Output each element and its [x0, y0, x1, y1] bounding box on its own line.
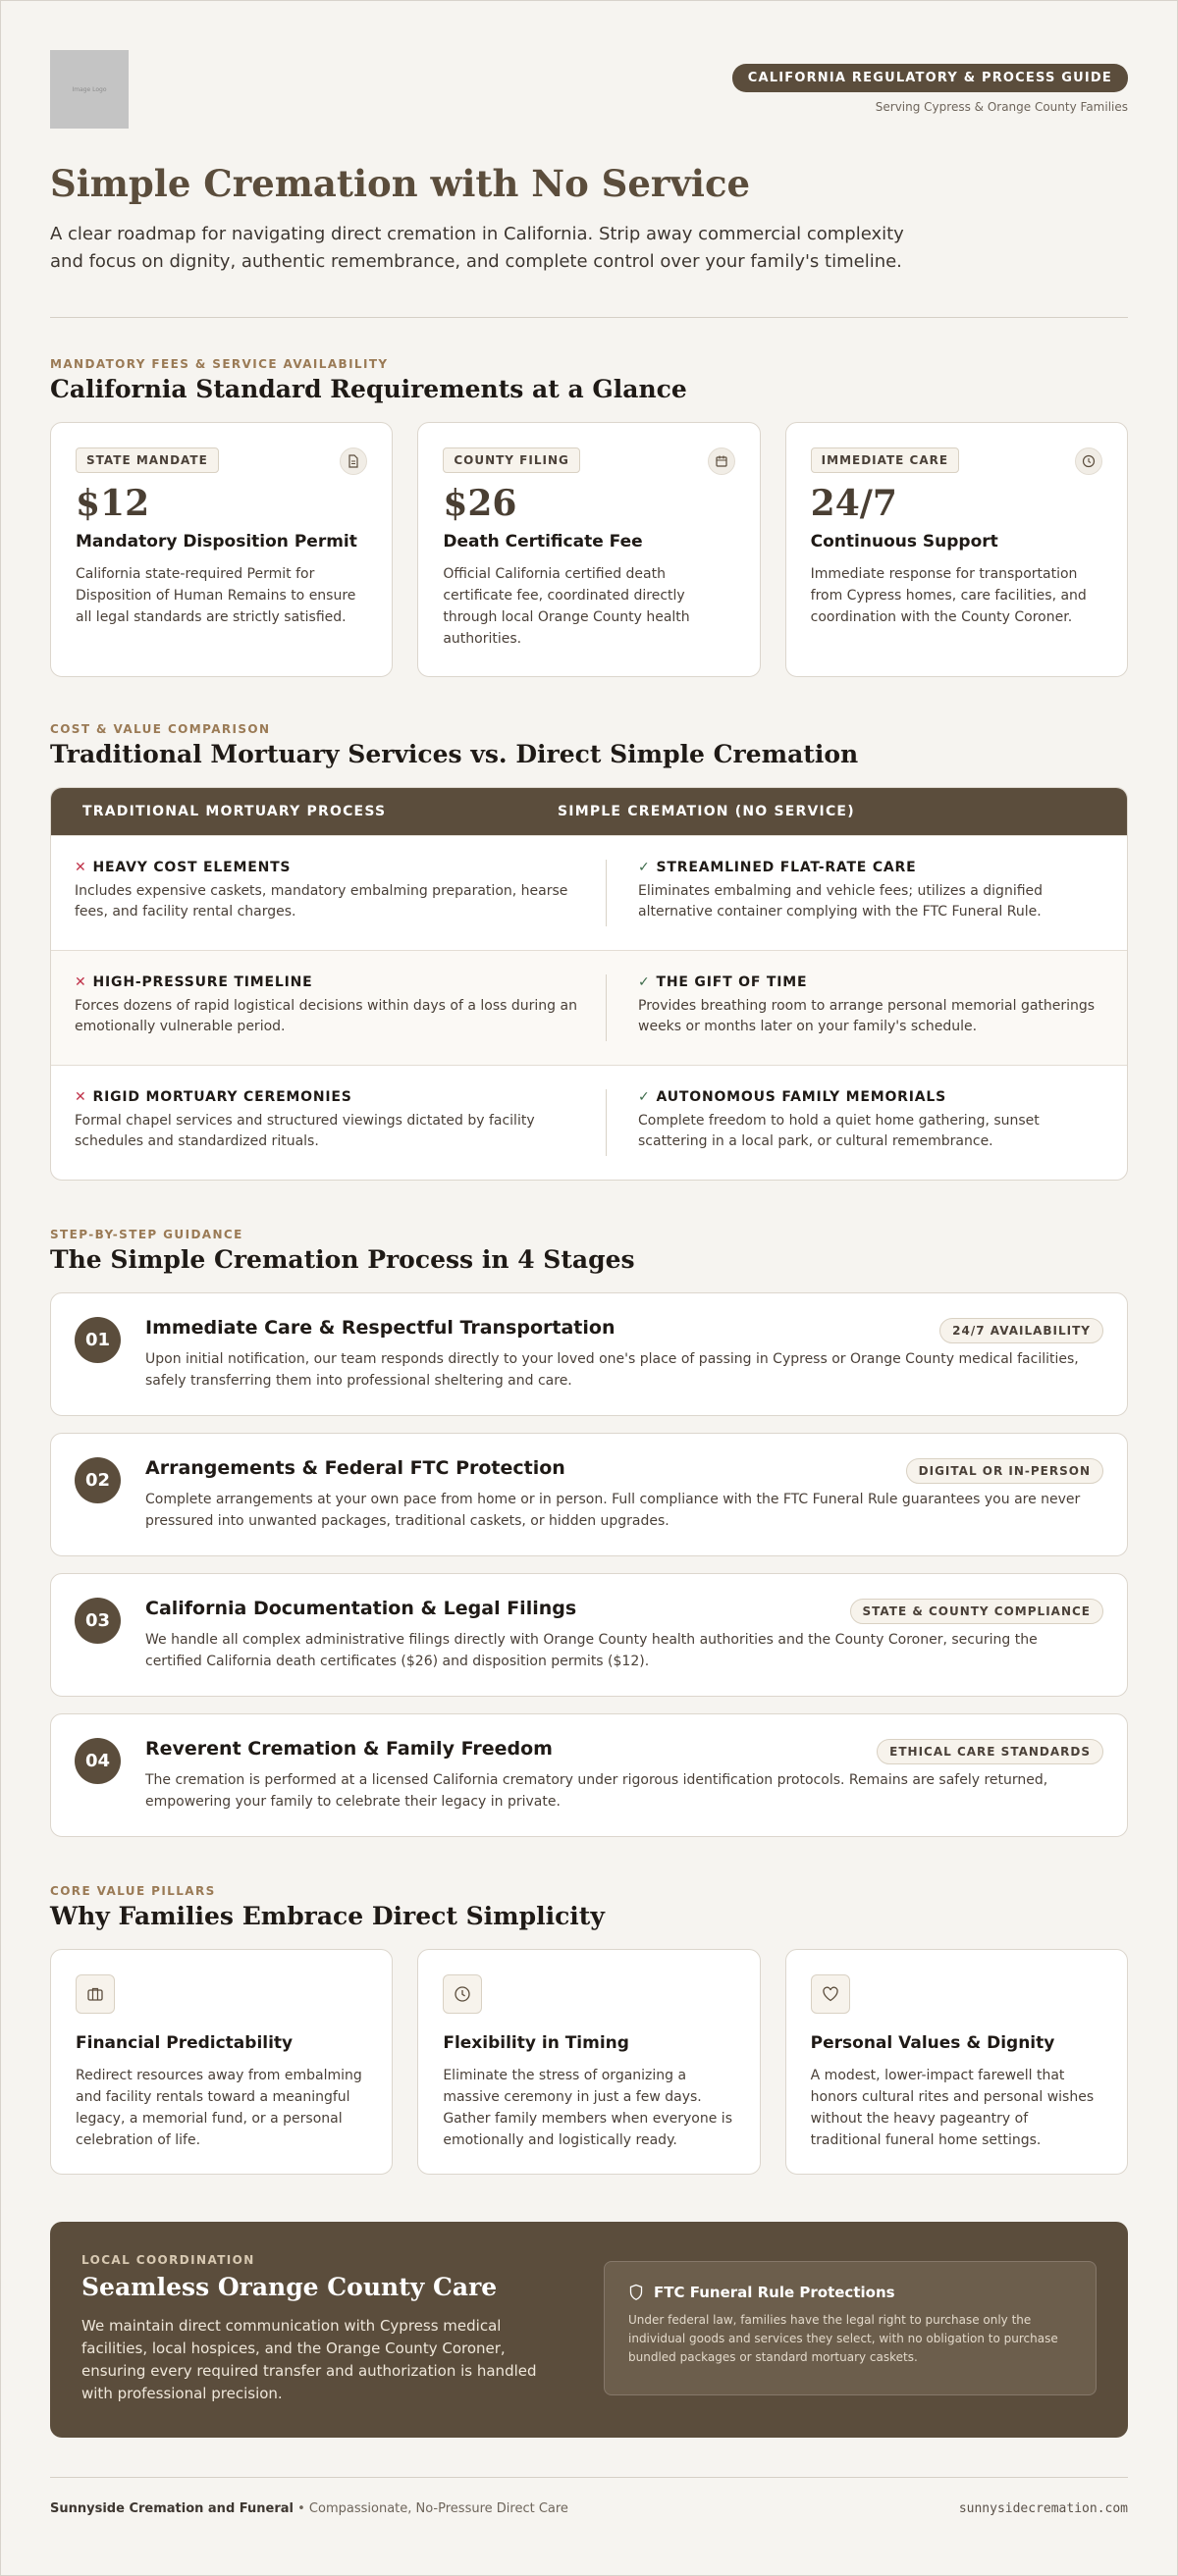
card-text: Immediate response for transportation from Cypress homes, care facilities, and coordination with the County Coroner.	[810, 565, 1087, 625]
section-eyebrow: CORE VALUE PILLARS	[50, 1884, 216, 1899]
card-value: 24/7	[810, 483, 897, 525]
step-card	[50, 1433, 1128, 1556]
traditional-cell	[51, 860, 607, 926]
requirement-card	[417, 422, 760, 677]
cell-title: THE GIFT OF TIME	[656, 974, 808, 991]
divider	[50, 317, 1128, 318]
cell-text: Forces dozens of rapid logistical decisions within days of a loss during an emotionally vulnerable period.	[75, 998, 577, 1035]
step-title: Reverent Cremation & Family Freedom	[145, 1738, 553, 1761]
card-tag: COUNTY FILING	[443, 447, 580, 473]
requirements-section	[50, 357, 1128, 677]
card-text: Official California certified death certificate fee, coordinated directly through local Orange County health authorities.	[443, 565, 690, 647]
step-card	[50, 1292, 1128, 1416]
check-icon: ✓	[638, 974, 651, 991]
cell-title: STREAMLINED FLAT-RATE CARE	[656, 860, 917, 876]
pillar-card	[417, 1949, 760, 2175]
table-header	[51, 788, 1127, 835]
card-tag: IMMEDIATE CARE	[811, 447, 959, 473]
simple-cell	[607, 1089, 1127, 1156]
clock-icon	[443, 1974, 482, 2014]
table-row	[51, 1065, 1127, 1180]
cell-title: RIGID MORTUARY CEREMONIES	[92, 1089, 352, 1106]
traditional-cell	[51, 1089, 607, 1156]
header	[50, 50, 1128, 129]
pillars-section	[50, 1884, 1128, 2175]
requirement-card	[50, 422, 393, 677]
section-heading: The Simple Cremation Process in 4 Stages	[50, 1245, 635, 1275]
cell-text: Eliminates embalming and vehicle fees; utilizes a dignified alternative container complying with the FTC Funeral Rule.	[638, 883, 1044, 920]
shield-icon	[628, 2284, 644, 2301]
traditional-cell	[51, 974, 607, 1041]
guide-badge: CALIFORNIA REGULATORY & PROCESS GUIDE	[732, 64, 1128, 92]
step-text: We handle all complex administrative filings directly with Orange County health authorities and the County Coroner, securing the certified California death certificates ($26) and disposition permits ($12).	[145, 1632, 1038, 1670]
check-icon: ✓	[638, 1089, 651, 1106]
section-eyebrow: MANDATORY FEES & SERVICE AVAILABILITY	[50, 357, 389, 372]
ftc-text: Under federal law, families have the legal right to purchase only the individual goods and services they select, with no obligation to purchase bundled packages or standard mortuary caskets.	[628, 2313, 1058, 2365]
local-text: We maintain direct communication with Cypress medical facilities, local hospices, and the Orange County Coroner, ensuring every required transfer and authorization is handled with professional precision.	[81, 2317, 537, 2403]
header-right	[732, 64, 1128, 114]
cell-title: HEAVY COST ELEMENTS	[92, 860, 292, 876]
step-number: 02	[75, 1457, 121, 1503]
cell-text: Includes expensive caskets, mandatory embalming preparation, hearse fees, and facility rental charges.	[75, 883, 568, 920]
step-badge: DIGITAL OR IN-PERSON	[906, 1458, 1103, 1484]
page-title: Simple Cremation with No Service	[50, 162, 751, 205]
cell-text: Provides breathing room to arrange personal memorial gatherings weeks or months later on your family's schedule.	[638, 998, 1096, 1035]
column-header-simple: SIMPLE CREMATION (NO SERVICE)	[558, 804, 855, 820]
pillar-card	[785, 1949, 1128, 2175]
serving-text: Serving Cypress & Orange County Families	[875, 100, 1128, 114]
comparison-section	[50, 722, 1128, 1181]
step-title: Immediate Care & Respectful Transportation	[145, 1317, 616, 1340]
ftc-callout	[604, 2261, 1097, 2395]
clock-icon	[1075, 447, 1102, 475]
cell-text: Formal chapel services and structured viewings dictated by facility schedules and standardized rituals.	[75, 1113, 535, 1150]
cell-title: HIGH-PRESSURE TIMELINE	[92, 974, 313, 991]
step-title: California Documentation & Legal Filings	[145, 1598, 577, 1620]
section-eyebrow: COST & VALUE COMPARISON	[50, 722, 271, 737]
section-heading: California Standard Requirements at a Glance	[50, 375, 687, 404]
step-badge: ETHICAL CARE STANDARDS	[877, 1739, 1103, 1764]
pillar-title: Personal Values & Dignity	[810, 2033, 1055, 2054]
pillar-card	[50, 1949, 393, 2175]
step-number: 01	[75, 1317, 121, 1363]
cell-title: AUTONOMOUS FAMILY MEMORIALS	[656, 1089, 946, 1106]
pillar-text: A modest, lower-impact farewell that honors cultural rites and personal wishes without the heavy pageantry of traditional funeral home settings.	[810, 2068, 1095, 2149]
step-title: Arrangements & Federal FTC Protection	[145, 1457, 565, 1480]
divider	[50, 2477, 1128, 2478]
pillar-title: Flexibility in Timing	[443, 2033, 629, 2054]
footer-website-link[interactable]: sunnysidecremation.com	[958, 2501, 1128, 2517]
cell-text: Complete freedom to hold a quiet home gathering, sunset scattering in a local park, or cultural remembrance.	[638, 1113, 1040, 1150]
step-card	[50, 1573, 1128, 1697]
step-text: Upon initial notification, our team responds directly to your loved one's place of passing in Cypress or Orange County medical facilities, safely transferring them into professional sheltering and care.	[145, 1351, 1079, 1390]
step-badge: 24/7 AVAILABILITY	[939, 1318, 1103, 1343]
pillar-text: Eliminate the stress of organizing a massive ceremony in just a few days. Gather family members when everyone is emotionally and logistically ready.	[443, 2068, 732, 2149]
step-number: 04	[75, 1738, 121, 1784]
card-value: $26	[443, 483, 517, 525]
document-icon	[340, 447, 367, 475]
briefcase-icon	[76, 1974, 115, 2014]
step-text: Complete arrangements at your own pace from home or in person. Full compliance with the FTC Funeral Rule guarantees you are never pressured into unwanted packages, traditional caskets, or hidden upgrades.	[145, 1492, 1081, 1530]
column-header-traditional: TRADITIONAL MORTUARY PROCESS	[82, 804, 387, 820]
comparison-table	[50, 787, 1128, 1181]
requirement-card	[785, 422, 1128, 677]
simple-cell	[607, 860, 1127, 926]
section-heading: Why Families Embrace Direct Simplicity	[50, 1902, 605, 1931]
pillar-title: Financial Predictability	[76, 2033, 294, 2054]
step-text: The cremation is performed at a licensed California crematory under rigorous identification protocols. Remains are safely returned, empowering your family to celebrate their legacy in private.	[145, 1772, 1048, 1811]
steps-section	[50, 1228, 1128, 1837]
cross-icon: ✕	[75, 860, 87, 876]
footer	[50, 2501, 1128, 2516]
footer-brand: Sunnyside Cremation and Funeral	[50, 2501, 294, 2517]
heart-icon	[811, 1974, 850, 2014]
card-title: Death Certificate Fee	[443, 531, 643, 552]
cross-icon: ✕	[75, 1089, 87, 1106]
section-eyebrow: LOCAL COORDINATION	[81, 2253, 255, 2268]
pillar-text: Redirect resources away from embalming and facility rentals toward a meaningful legacy, a memorial fund, or a personal celebration of life.	[76, 2068, 362, 2149]
section-heading: Seamless Orange County Care	[81, 2273, 498, 2302]
local-coordination-panel	[50, 2222, 1128, 2438]
table-row	[51, 950, 1127, 1065]
logo	[50, 50, 129, 129]
section-heading: Traditional Mortuary Services vs. Direct Simple Cremation	[50, 740, 859, 769]
card-text: California state-required Permit for Disposition of Human Remains to ensure all legal standards are strictly satisfied.	[76, 565, 356, 625]
card-tag: STATE MANDATE	[76, 447, 219, 473]
card-title: Mandatory Disposition Permit	[76, 531, 357, 552]
footer-tagline: • Compassionate, No-Pressure Direct Care	[297, 2501, 568, 2517]
logo-text: Image Logo	[72, 85, 107, 93]
intro-text: A clear roadmap for navigating direct cremation in California. Strip away commercial complexity and focus on dignity, authentic remembrance, and complete control over your family's timeline.	[50, 224, 904, 273]
step-badge: STATE & COUNTY COMPLIANCE	[850, 1599, 1104, 1624]
simple-cell	[607, 974, 1127, 1041]
cross-icon: ✕	[75, 974, 87, 991]
card-value: $12	[76, 483, 150, 525]
calendar-icon	[708, 447, 735, 475]
ftc-title: FTC Funeral Rule Protections	[654, 2284, 895, 2302]
step-number: 03	[75, 1598, 121, 1644]
check-icon: ✓	[638, 860, 651, 876]
card-title: Continuous Support	[810, 531, 998, 552]
step-card	[50, 1713, 1128, 1837]
section-eyebrow: STEP-BY-STEP GUIDANCE	[50, 1228, 243, 1242]
table-row	[51, 835, 1127, 950]
